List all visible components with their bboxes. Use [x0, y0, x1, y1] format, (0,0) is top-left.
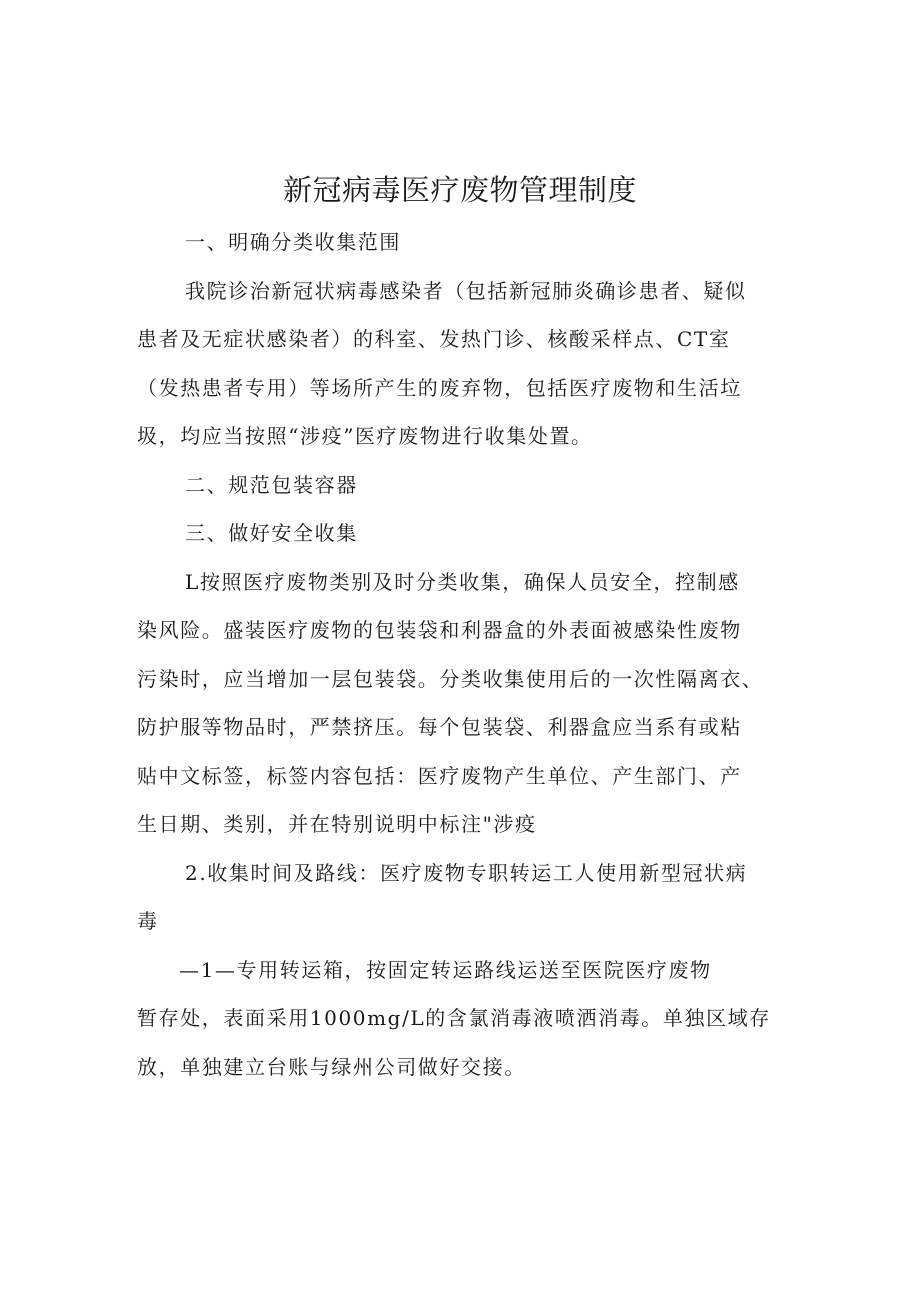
paragraph-line: 我院诊治新冠状病毒感染者（包括新冠肺炎确诊患者、疑似	[185, 278, 747, 303]
paragraph-line: 污染时，应当增加一层包装袋。分类收集使用后的一次性隔离衣、	[137, 666, 764, 691]
paragraph-line: 暂存处，表面采用1000mg∕L的含氯消毒液喷洒消毒。单独区域存	[137, 1006, 771, 1030]
document-body	[137, 218, 789, 1091]
paragraph-line: 毒	[137, 909, 159, 933]
paragraph-line: 2.收集时间及路线：医疗废物专职转运工人使用新型冠状病	[185, 860, 748, 885]
paragraph-line: 染风险。盛装医疗废物的包装袋和利器盒的外表面被感染性废物	[137, 618, 742, 642]
paragraph-line: 贴中文标签，标签内容包括：医疗废物产生单位、产生部门、产	[137, 763, 742, 788]
paragraph-line: 患者及无症状感染者）的科室、发热门诊、核酸采样点、CT室	[137, 327, 731, 351]
paragraph-line: 防护服等物品时，严禁挤压。每个包装袋、利器盒应当系有或粘	[137, 715, 742, 739]
paragraph-line: L按照医疗废物类别及时分类收集，确保人员安全，控制感	[185, 569, 740, 594]
paragraph-line: （发热患者专用）等场所产生的废弃物，包括医疗废物和生活垃	[137, 375, 742, 400]
section-heading-2: 二、规范包装容器	[185, 472, 358, 497]
section-heading-1: 一、明确分类收集范围	[185, 230, 401, 254]
paragraph-line: 生日期、类别，并在特别说明中标注"涉疫	[137, 812, 537, 836]
document-title: 新冠病毒医疗废物管理制度	[282, 173, 637, 207]
paragraph-line: —1—专用转运箱，按固定转运路线运送至医院医疗废物	[179, 957, 712, 982]
paragraph-line: 圾，均应当按照“涉疫”医疗废物进行收集处置。	[137, 424, 593, 448]
paragraph-line: 放，单独建立台账与绿州公司做好交接。	[137, 1054, 526, 1079]
section-heading-3: 三、做好安全收集	[185, 521, 358, 545]
